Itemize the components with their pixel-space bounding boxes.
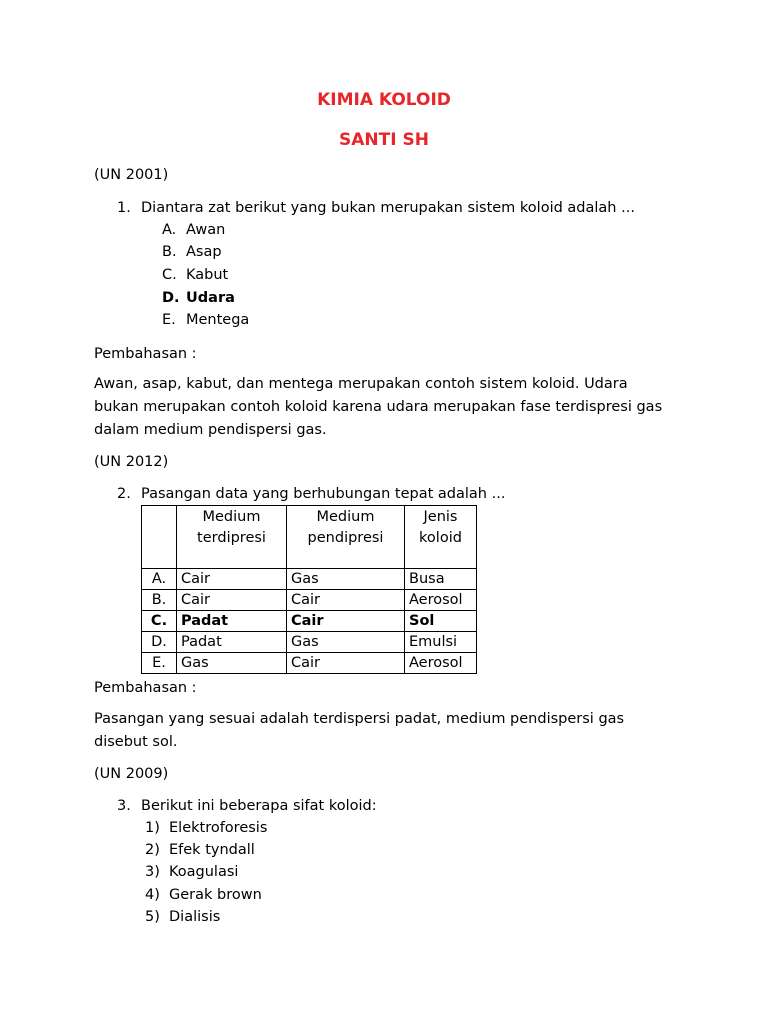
list-number: 2) [145, 842, 160, 858]
question-number: 3. [117, 798, 131, 814]
table-row [142, 569, 477, 590]
list-text: Dialisis [169, 909, 221, 925]
question-2 [117, 483, 505, 505]
table-cell: B. [142, 590, 177, 611]
list-item [145, 884, 262, 906]
option-text: Kabut [186, 267, 229, 283]
discussion-line: dalam medium pendispersi gas. [94, 422, 327, 438]
table-cell: Sol [405, 611, 477, 632]
question-source: (UN 2009) [94, 766, 169, 782]
table-cell: Cair [287, 611, 405, 632]
table-cell: Aerosol [405, 590, 477, 611]
discussion-line: bukan merupakan contoh koloid karena udara merupakan fase terdispresi gas [94, 399, 663, 415]
list-text: Efek tyndall [169, 842, 255, 858]
table-cell: D. [142, 632, 177, 653]
list-item [145, 906, 220, 928]
option-text: Asap [186, 244, 222, 260]
table-row [142, 653, 477, 674]
option-text: Awan [186, 222, 226, 238]
option-letter: E. [162, 312, 176, 328]
question-source: (UN 2001) [94, 167, 169, 183]
question-text: Pasangan data yang berhubungan tepat adalah ... [141, 486, 506, 502]
table-cell: Padat [177, 611, 287, 632]
document-author: SANTI SH [339, 130, 429, 150]
discussion-label: Pembahasan : [94, 346, 197, 362]
table-header: Jenis koloid [405, 506, 477, 569]
list-item [145, 839, 255, 861]
discussion-line: disebut sol. [94, 734, 178, 750]
table-row [142, 590, 477, 611]
table-cell: Gas [287, 632, 405, 653]
option-c [162, 264, 228, 286]
table-header: Medium terdipresi [177, 506, 287, 569]
document-title: KIMIA KOLOID [317, 90, 451, 110]
table-cell: Aerosol [405, 653, 477, 674]
option-letter: C. [162, 267, 177, 283]
list-text: Koagulasi [169, 864, 239, 880]
question-1 [117, 197, 635, 219]
table-cell: A. [142, 569, 177, 590]
table-header-row [142, 506, 477, 569]
question-number: 2. [117, 486, 131, 502]
table-cell: Emulsi [405, 632, 477, 653]
discussion-line: Pasangan yang sesuai adalah terdispersi padat, medium pendispersi gas [94, 711, 625, 727]
question-3 [117, 795, 377, 817]
data-table [141, 505, 477, 674]
question-text: Diantara zat berikut yang bukan merupakan sistem koloid adalah ... [141, 200, 635, 216]
option-letter: A. [162, 222, 177, 238]
table-row [142, 632, 477, 653]
table-header: Medium pendipresi [287, 506, 405, 569]
option-letter: D. [162, 290, 180, 306]
table-cell: Cair [287, 653, 405, 674]
table-cell: Gas [177, 653, 287, 674]
option-a [162, 219, 225, 241]
list-item [145, 817, 267, 839]
list-number: 3) [145, 864, 160, 880]
option-text: Mentega [186, 312, 250, 328]
table-cell: E. [142, 653, 177, 674]
question-text: Berikut ini beberapa sifat koloid: [141, 798, 377, 814]
option-b [162, 241, 222, 263]
table-cell: C. [142, 611, 177, 632]
list-number: 5) [145, 909, 160, 925]
table-cell: Busa [405, 569, 477, 590]
option-d-answer [162, 287, 235, 309]
table-row-answer [142, 611, 477, 632]
discussion-label: Pembahasan : [94, 680, 197, 696]
table-cell: Cair [177, 590, 287, 611]
table-cell: Cair [287, 590, 405, 611]
table-cell: Padat [177, 632, 287, 653]
list-number: 1) [145, 820, 160, 836]
table-cell: Gas [287, 569, 405, 590]
list-item [145, 861, 238, 883]
option-e [162, 309, 249, 331]
option-letter: B. [162, 244, 177, 260]
table-header [142, 506, 177, 569]
option-text: Udara [186, 290, 235, 306]
table-cell: Cair [177, 569, 287, 590]
question-number: 1. [117, 200, 131, 216]
list-text: Elektroforesis [169, 820, 268, 836]
discussion-line: Awan, asap, kabut, dan mentega merupakan contoh sistem koloid. Udara [94, 376, 628, 392]
question-source: (UN 2012) [94, 454, 169, 470]
list-text: Gerak brown [169, 887, 262, 903]
list-number: 4) [145, 887, 160, 903]
